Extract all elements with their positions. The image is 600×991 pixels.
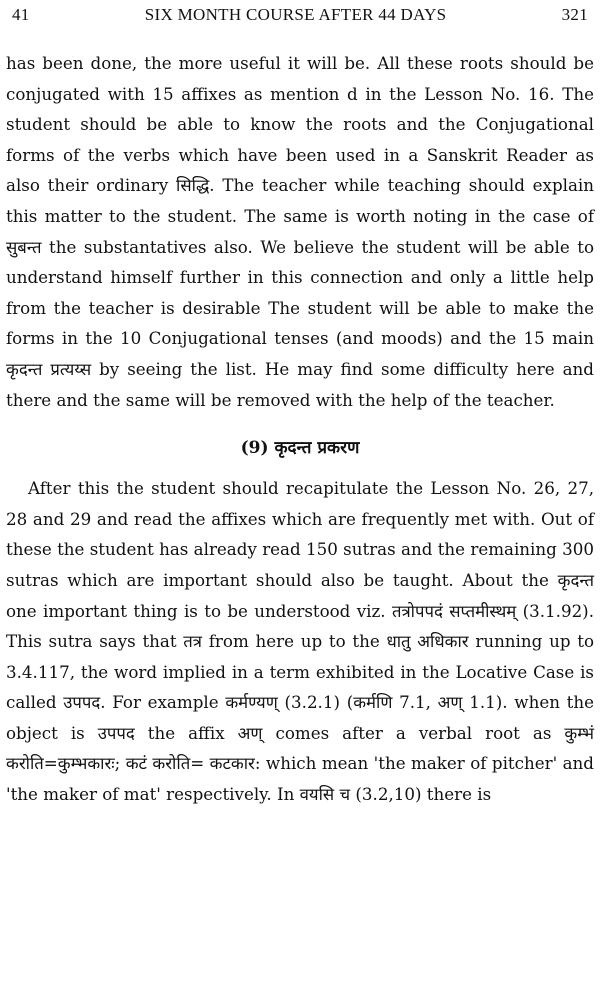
section-heading: (9) कृदन्त प्रकरण bbox=[240, 438, 360, 459]
paragraph-krdanta: After this the student should recapitulate the Lesson No. 26, 27, 28 and 29 and read the affixes which are frequently met with. Out of these the student has already read 150 sutras and the remaining 300 sutras which are important should also be taught. About the कृदन्त one important thing is to be understood viz. तत्रोपपदं सप्तमीस्थम् (3.1.92). This sutra says that तत्र from here up to the धातु अधिकार running up to 3.4.117, the word implied in a term exhibited in the Locative Case is called उपपद. For example कर्मण्यण् (3.2.1) (कर्मणि 7.1, अण् 1.1). when the object is उपपद the affix अण् comes after a verbal root as कुम्भं करोति=कुम्भकारः; कटं करोति= कटकार: which mean 'the maker of pitcher' and 'the maker of mat' respectively. In वयसि च (3.2,10) there is bbox=[6, 478, 594, 805]
running-header bbox=[6, 0, 594, 34]
paragraph-continuation: has been done, the more useful it will be. All these roots should be conjugated with 15 affixes as mention d in the Lesson No. 16. The student should be able to know the roots and the Conjugational forms of the verbs which have been used in a Sanskrit Reader as also their ordinary सिद्धि. The teacher while teaching should explain this matter to the student. The same is worth noting in the case of सुबन्त the substantatives also. We believe the student will be able to understand himself further in this connection and only a little help from the teacher is desirable The student will be able to make the forms in the 10 Conjugational tenses (and moods) and the 15 main कृदन्त प्रत्यय्स by seeing the list. He may find some difficulty here and there and the same will be removed with the help of the teacher. bbox=[6, 53, 594, 410]
page-number: 321 bbox=[561, 5, 588, 24]
chapter-number: 41 bbox=[12, 5, 30, 24]
running-title: SIX MONTH COURSE AFTER 44 DAYS bbox=[144, 5, 447, 24]
